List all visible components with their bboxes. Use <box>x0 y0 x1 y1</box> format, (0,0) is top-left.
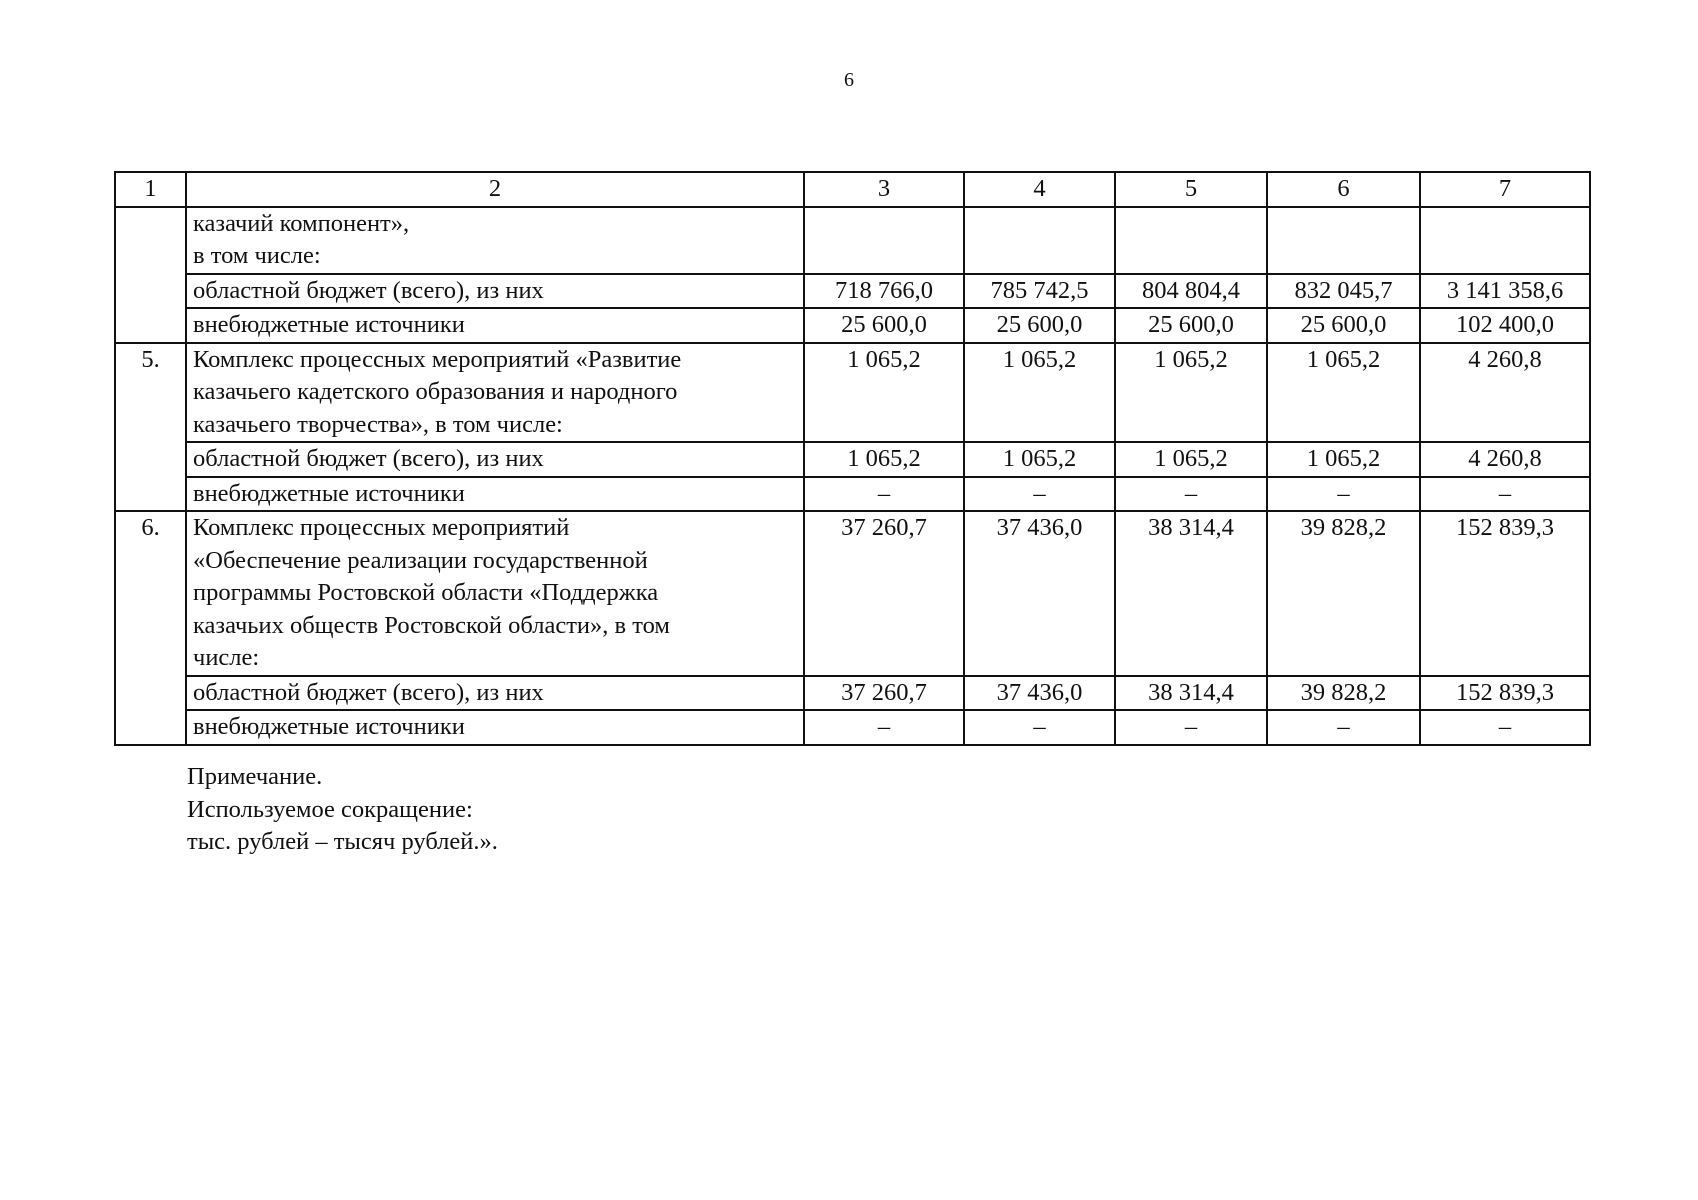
value-cell: 718 766,0 <box>804 274 964 309</box>
table-row <box>115 477 1590 512</box>
column-header: 5 <box>1115 172 1267 207</box>
value-cell: 1 065,2 <box>964 442 1115 477</box>
column-header: 7 <box>1420 172 1590 207</box>
value-cell: – <box>964 477 1115 512</box>
section-title-line: казачьих обществ Ростовской области», в том <box>193 611 670 639</box>
table-row <box>115 676 1590 711</box>
row-number-cell <box>115 207 186 343</box>
total-value-cell: 4 260,8 <box>1420 343 1590 443</box>
value-cell: – <box>1115 710 1267 745</box>
value-cell: – <box>804 710 964 745</box>
row-label: внебюджетные источники <box>186 477 804 512</box>
section-title-line: казачий компонент», <box>193 209 410 237</box>
section-title-line: числе: <box>193 644 260 671</box>
empty-cell <box>1267 207 1420 274</box>
row-number-cell: 5. <box>115 343 186 512</box>
value-cell: 25 600,0 <box>964 308 1115 343</box>
abbreviation-text: тыс. рублей – тысяч рублей.». <box>187 828 498 855</box>
column-header: 1 <box>115 172 186 207</box>
value-cell: 785 742,5 <box>964 274 1115 309</box>
value-cell: – <box>1267 477 1420 512</box>
section-title-cell <box>186 511 804 676</box>
table-row <box>115 207 1590 274</box>
value-cell: – <box>804 477 964 512</box>
section-title-cell <box>186 343 804 443</box>
table-row <box>115 308 1590 343</box>
value-cell: 832 045,7 <box>1267 274 1420 309</box>
column-header: 6 <box>1267 172 1420 207</box>
total-value-cell: 1 065,2 <box>964 343 1115 443</box>
row-label: областной бюджет (всего), из них <box>186 274 804 309</box>
notes-block <box>187 761 498 859</box>
value-cell: 3 141 358,6 <box>1420 274 1590 309</box>
value-cell: 1 065,2 <box>804 442 964 477</box>
row-label: областной бюджет (всего), из них <box>186 442 804 477</box>
section-title-line: Комплекс процессных мероприятий «Развитие <box>193 345 682 373</box>
table-row <box>115 442 1590 477</box>
row-number-cell: 6. <box>115 511 186 745</box>
value-cell: – <box>1420 710 1590 745</box>
section-title-line: программы Ростовской области «Поддержка <box>193 579 659 606</box>
total-value-cell: 1 065,2 <box>1267 343 1420 443</box>
section-title-cell <box>186 207 804 274</box>
row-label: внебюджетные источники <box>186 710 804 745</box>
value-cell: 39 828,2 <box>1267 676 1420 711</box>
total-value-cell: 152 839,3 <box>1420 511 1590 676</box>
column-header: 4 <box>964 172 1115 207</box>
empty-cell <box>1115 207 1267 274</box>
table-row <box>115 710 1590 745</box>
section-title-line: в том числе: <box>193 242 321 269</box>
abbreviation-heading: Используемое сокращение: <box>187 795 473 823</box>
empty-cell <box>964 207 1115 274</box>
row-label: внебюджетные источники <box>186 308 804 343</box>
section-title-line: «Обеспечение реализации государственной <box>193 546 648 574</box>
value-cell: – <box>964 710 1115 745</box>
row-label: областной бюджет (всего), из них <box>186 676 804 711</box>
value-cell: 38 314,4 <box>1115 676 1267 711</box>
empty-cell <box>804 207 964 274</box>
total-value-cell: 1 065,2 <box>1115 343 1267 443</box>
column-number-row <box>115 172 1590 207</box>
value-cell: 4 260,8 <box>1420 442 1590 477</box>
page-number: 6 <box>844 69 854 91</box>
empty-cell <box>1420 207 1590 274</box>
section-title-line: Комплекс процессных мероприятий <box>193 514 570 541</box>
value-cell: 25 600,0 <box>1267 308 1420 343</box>
budget-table <box>114 171 1591 746</box>
section-title-line: казачьего творчества», в том числе: <box>193 410 563 438</box>
table-row <box>115 511 1590 676</box>
total-value-cell: 38 314,4 <box>1115 511 1267 676</box>
total-value-cell: 1 065,2 <box>804 343 964 443</box>
total-value-cell: 37 436,0 <box>964 511 1115 676</box>
column-header: 2 <box>186 172 804 207</box>
value-cell: 102 400,0 <box>1420 308 1590 343</box>
value-cell: – <box>1115 477 1267 512</box>
table-row <box>115 274 1590 309</box>
value-cell: 25 600,0 <box>1115 308 1267 343</box>
value-cell: – <box>1420 477 1590 512</box>
value-cell: 1 065,2 <box>1267 442 1420 477</box>
value-cell: 152 839,3 <box>1420 676 1590 711</box>
total-value-cell: 39 828,2 <box>1267 511 1420 676</box>
value-cell: 25 600,0 <box>804 308 964 343</box>
column-header: 3 <box>804 172 964 207</box>
total-value-cell: 37 260,7 <box>804 511 964 676</box>
value-cell: – <box>1267 710 1420 745</box>
table-row <box>115 343 1590 443</box>
section-title-line: казачьего кадетского образования и народного <box>193 378 678 405</box>
notes-title: Примечание. <box>187 763 323 790</box>
value-cell: 37 260,7 <box>804 676 964 711</box>
value-cell: 37 436,0 <box>964 676 1115 711</box>
value-cell: 1 065,2 <box>1115 442 1267 477</box>
value-cell: 804 804,4 <box>1115 274 1267 309</box>
